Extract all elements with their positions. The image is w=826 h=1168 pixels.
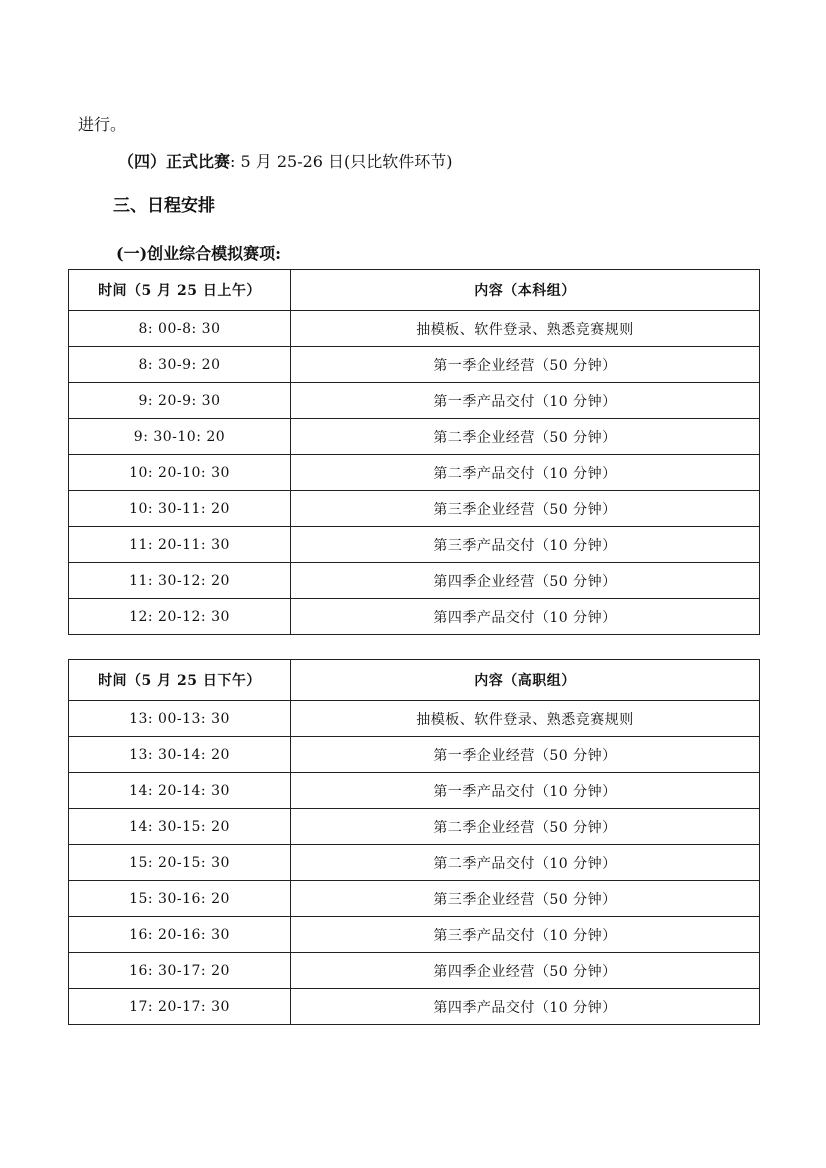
content-cell: 抽模板、软件登录、熟悉竞赛规则 [291, 311, 760, 347]
time-cell: 9: 30-10: 20 [69, 419, 291, 455]
table-header-row [69, 270, 760, 311]
section-heading: 三、日程安排 [113, 196, 215, 216]
time-cell: 11: 30-12: 20 [69, 563, 291, 599]
content-cell: 第四季产品交付（10 分钟） [291, 599, 760, 635]
content-cell: 抽模板、软件登录、熟悉竞赛规则 [291, 701, 760, 737]
table-row [69, 599, 760, 635]
content-cell: 第三季产品交付（10 分钟） [291, 917, 760, 953]
paragraph-continuation: 进行。 [78, 115, 127, 134]
time-cell: 9: 20-9: 30 [69, 383, 291, 419]
time-cell: 13: 30-14: 20 [69, 737, 291, 773]
table-row [69, 881, 760, 917]
time-cell: 12: 20-12: 30 [69, 599, 291, 635]
time-cell: 16: 20-16: 30 [69, 917, 291, 953]
header-time: 时间（5 月 25 日上午） [69, 270, 291, 311]
table-row [69, 563, 760, 599]
schedule-table-morning [68, 269, 760, 635]
table-row [69, 491, 760, 527]
content-cell: 第二季企业经营（50 分钟） [291, 419, 760, 455]
content-cell: 第三季企业经营（50 分钟） [291, 491, 760, 527]
table-row [69, 989, 760, 1025]
content-cell: 第三季产品交付（10 分钟） [291, 527, 760, 563]
table-row [69, 455, 760, 491]
content-cell: 第二季企业经营（50 分钟） [291, 809, 760, 845]
schedule-table-afternoon [68, 659, 760, 1025]
formal-competition-label: （四）正式比赛 [118, 152, 231, 171]
table-row [69, 419, 760, 455]
time-cell: 8: 00-8: 30 [69, 311, 291, 347]
subsection-heading: (一)创业综合模拟赛项: [116, 244, 282, 263]
table-row [69, 527, 760, 563]
table-row [69, 773, 760, 809]
time-cell: 13: 00-13: 30 [69, 701, 291, 737]
table-row [69, 311, 760, 347]
content-cell: 第三季企业经营（50 分钟） [291, 881, 760, 917]
content-cell: 第四季企业经营（50 分钟） [291, 563, 760, 599]
time-cell: 14: 20-14: 30 [69, 773, 291, 809]
content-cell: 第四季产品交付（10 分钟） [291, 989, 760, 1025]
content-cell: 第一季企业经营（50 分钟） [291, 737, 760, 773]
time-cell: 10: 30-11: 20 [69, 491, 291, 527]
time-cell: 17: 20-17: 30 [69, 989, 291, 1025]
table-header-row [69, 660, 760, 701]
time-cell: 16: 30-17: 20 [69, 953, 291, 989]
content-cell: 第一季产品交付（10 分钟） [291, 383, 760, 419]
table-row [69, 809, 760, 845]
time-cell: 14: 30-15: 20 [69, 809, 291, 845]
time-cell: 15: 20-15: 30 [69, 845, 291, 881]
table-row [69, 917, 760, 953]
table-row [69, 845, 760, 881]
header-content: 内容（高职组） [291, 660, 760, 701]
table-row [69, 737, 760, 773]
time-cell: 8: 30-9: 20 [69, 347, 291, 383]
table-row [69, 701, 760, 737]
formal-competition-line [118, 152, 453, 172]
content-cell: 第二季产品交付（10 分钟） [291, 845, 760, 881]
time-cell: 10: 20-10: 30 [69, 455, 291, 491]
time-cell: 11: 20-11: 30 [69, 527, 291, 563]
time-cell: 15: 30-16: 20 [69, 881, 291, 917]
content-cell: 第一季企业经营（50 分钟） [291, 347, 760, 383]
table-row [69, 383, 760, 419]
content-cell: 第一季产品交付（10 分钟） [291, 773, 760, 809]
table-row [69, 347, 760, 383]
header-content: 内容（本科组） [291, 270, 760, 311]
formal-competition-text: : 5 月 25-26 日(只比软件环节) [230, 152, 453, 171]
table-row [69, 953, 760, 989]
content-cell: 第二季产品交付（10 分钟） [291, 455, 760, 491]
content-cell: 第四季企业经营（50 分钟） [291, 953, 760, 989]
header-time: 时间（5 月 25 日下午） [69, 660, 291, 701]
